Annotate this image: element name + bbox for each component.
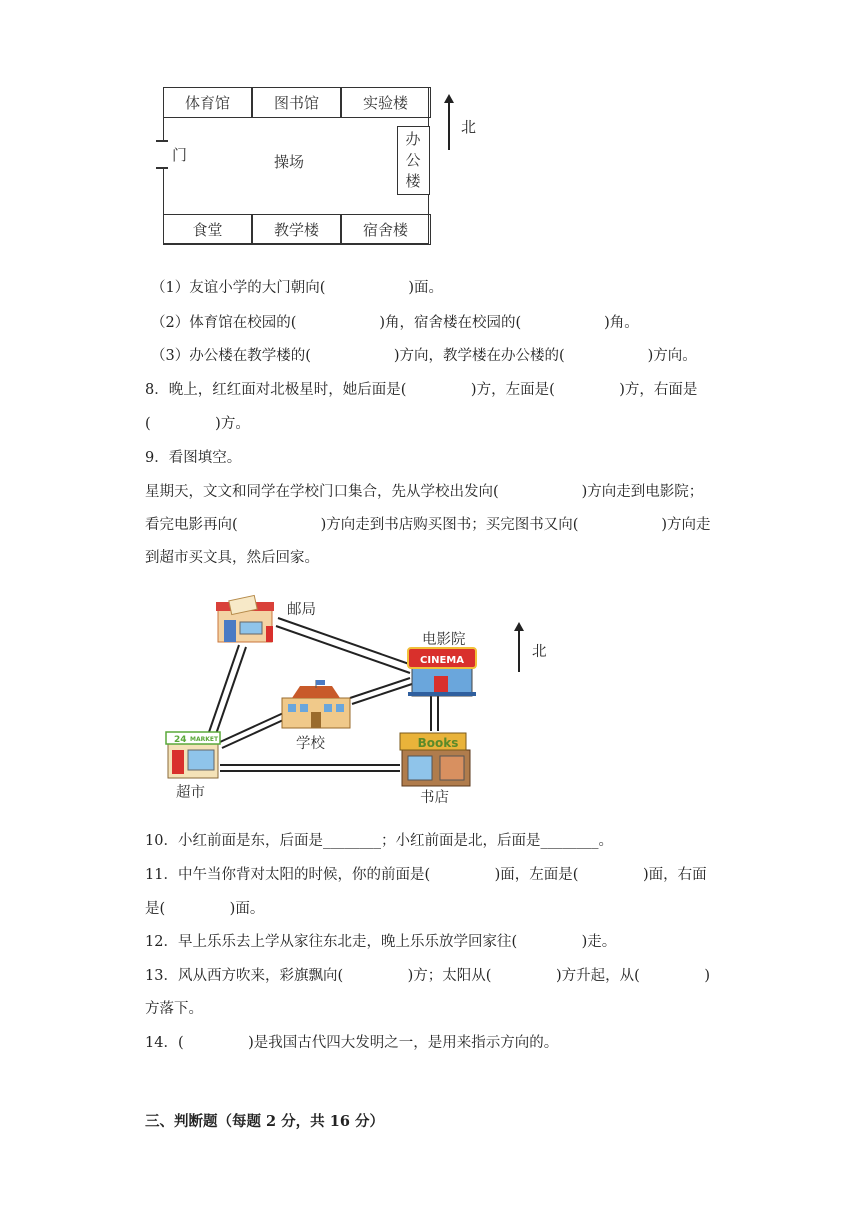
campus-map [163, 87, 429, 244]
supermarket-label: 超市 [176, 785, 205, 801]
gym-cell: 体育馆 [163, 87, 253, 118]
school-label: 学校 [296, 736, 325, 752]
office-char-2: 公 [405, 151, 421, 169]
question-9-text-1: 星期天，文文和同学在学校门口集合，先从学校出发向( )方向走到电影院； [145, 484, 704, 500]
question-8-cont: ( )方。 [145, 416, 250, 432]
market-24-sign: 24 [174, 735, 187, 745]
question-10: 10．小红前面是东，后面是________；小红前面是北，后面是________。 [145, 833, 613, 849]
town-map [160, 590, 560, 805]
question-8: 8．晚上，红红面对北极星时，她后面是( )方，左面是( )方，右面是 [145, 382, 698, 398]
question-12: 12．早上乐乐去上学从家往东北走，晚上乐乐放学回家往( )走。 [145, 934, 617, 950]
question-11-cont: 是( )面。 [145, 901, 265, 917]
cinema-label: 电影院 [422, 632, 466, 648]
lab-building-cell: 实验楼 [340, 87, 431, 118]
office-char-3: 楼 [405, 172, 421, 190]
question-11: 11．中午当你背对太阳的时候，你的前面是( )面，左面是( )面，右面 [145, 867, 707, 883]
teaching-building-cell: 教学楼 [251, 214, 342, 245]
dormitory-cell: 宿舍楼 [340, 214, 431, 245]
gate-mark-top [156, 140, 168, 142]
school-icon [282, 680, 350, 728]
question-9-text-2: 看完电影再向( )方向走到书店购买图书；买完图书又向( )方向走 [145, 517, 711, 533]
library-cell: 图书馆 [251, 87, 342, 118]
market-sign: MARKET [190, 736, 219, 743]
question-13-cont: 方落下。 [145, 1001, 203, 1017]
section-title: 三、判断题（每题 2 分，共 16 分） [145, 1113, 384, 1130]
office-building-cell [397, 126, 430, 195]
post-office-icon [216, 595, 274, 642]
question-9: 9．看图填空。 [145, 450, 242, 466]
cinema-sign: CINEMA [420, 655, 464, 666]
question-7-3: （3）办公楼在教学楼的( )方向，教学楼在办公楼的( )方向。 [151, 348, 697, 364]
question-7-2: （2）体育馆在校园的( )角，宿舍楼在校园的( )角。 [151, 315, 639, 331]
gate-opening [161, 140, 167, 168]
question-14: 14．( )是我国古代四大发明之一，是用来指示方向的。 [145, 1035, 559, 1051]
north-label: 北 [461, 118, 477, 136]
supermarket-icon [166, 732, 220, 778]
office-char-1: 办 [405, 130, 421, 148]
north-arrow-icon [448, 100, 450, 150]
bookstore-icon [400, 733, 470, 786]
cinema-icon [408, 648, 476, 696]
north-label: 北 [532, 644, 547, 660]
canteen-cell: 食堂 [163, 214, 253, 245]
north-arrow-icon [518, 628, 520, 672]
question-13: 13．风从西方吹来，彩旗飘向( )方；太阳从( )方升起，从( ) [145, 968, 710, 984]
question-9-text-3: 到超市买文具，然后回家。 [145, 550, 319, 566]
bookstore-label: 书店 [420, 790, 449, 806]
gate-label: 门 [172, 146, 188, 164]
gate-mark-bottom [156, 167, 168, 169]
question-7-1: （1）友谊小学的大门朝向( )面。 [151, 280, 444, 296]
playground-label: 操场 [274, 153, 305, 171]
books-sign: Books [417, 736, 459, 750]
post-office-label: 邮局 [287, 602, 316, 618]
